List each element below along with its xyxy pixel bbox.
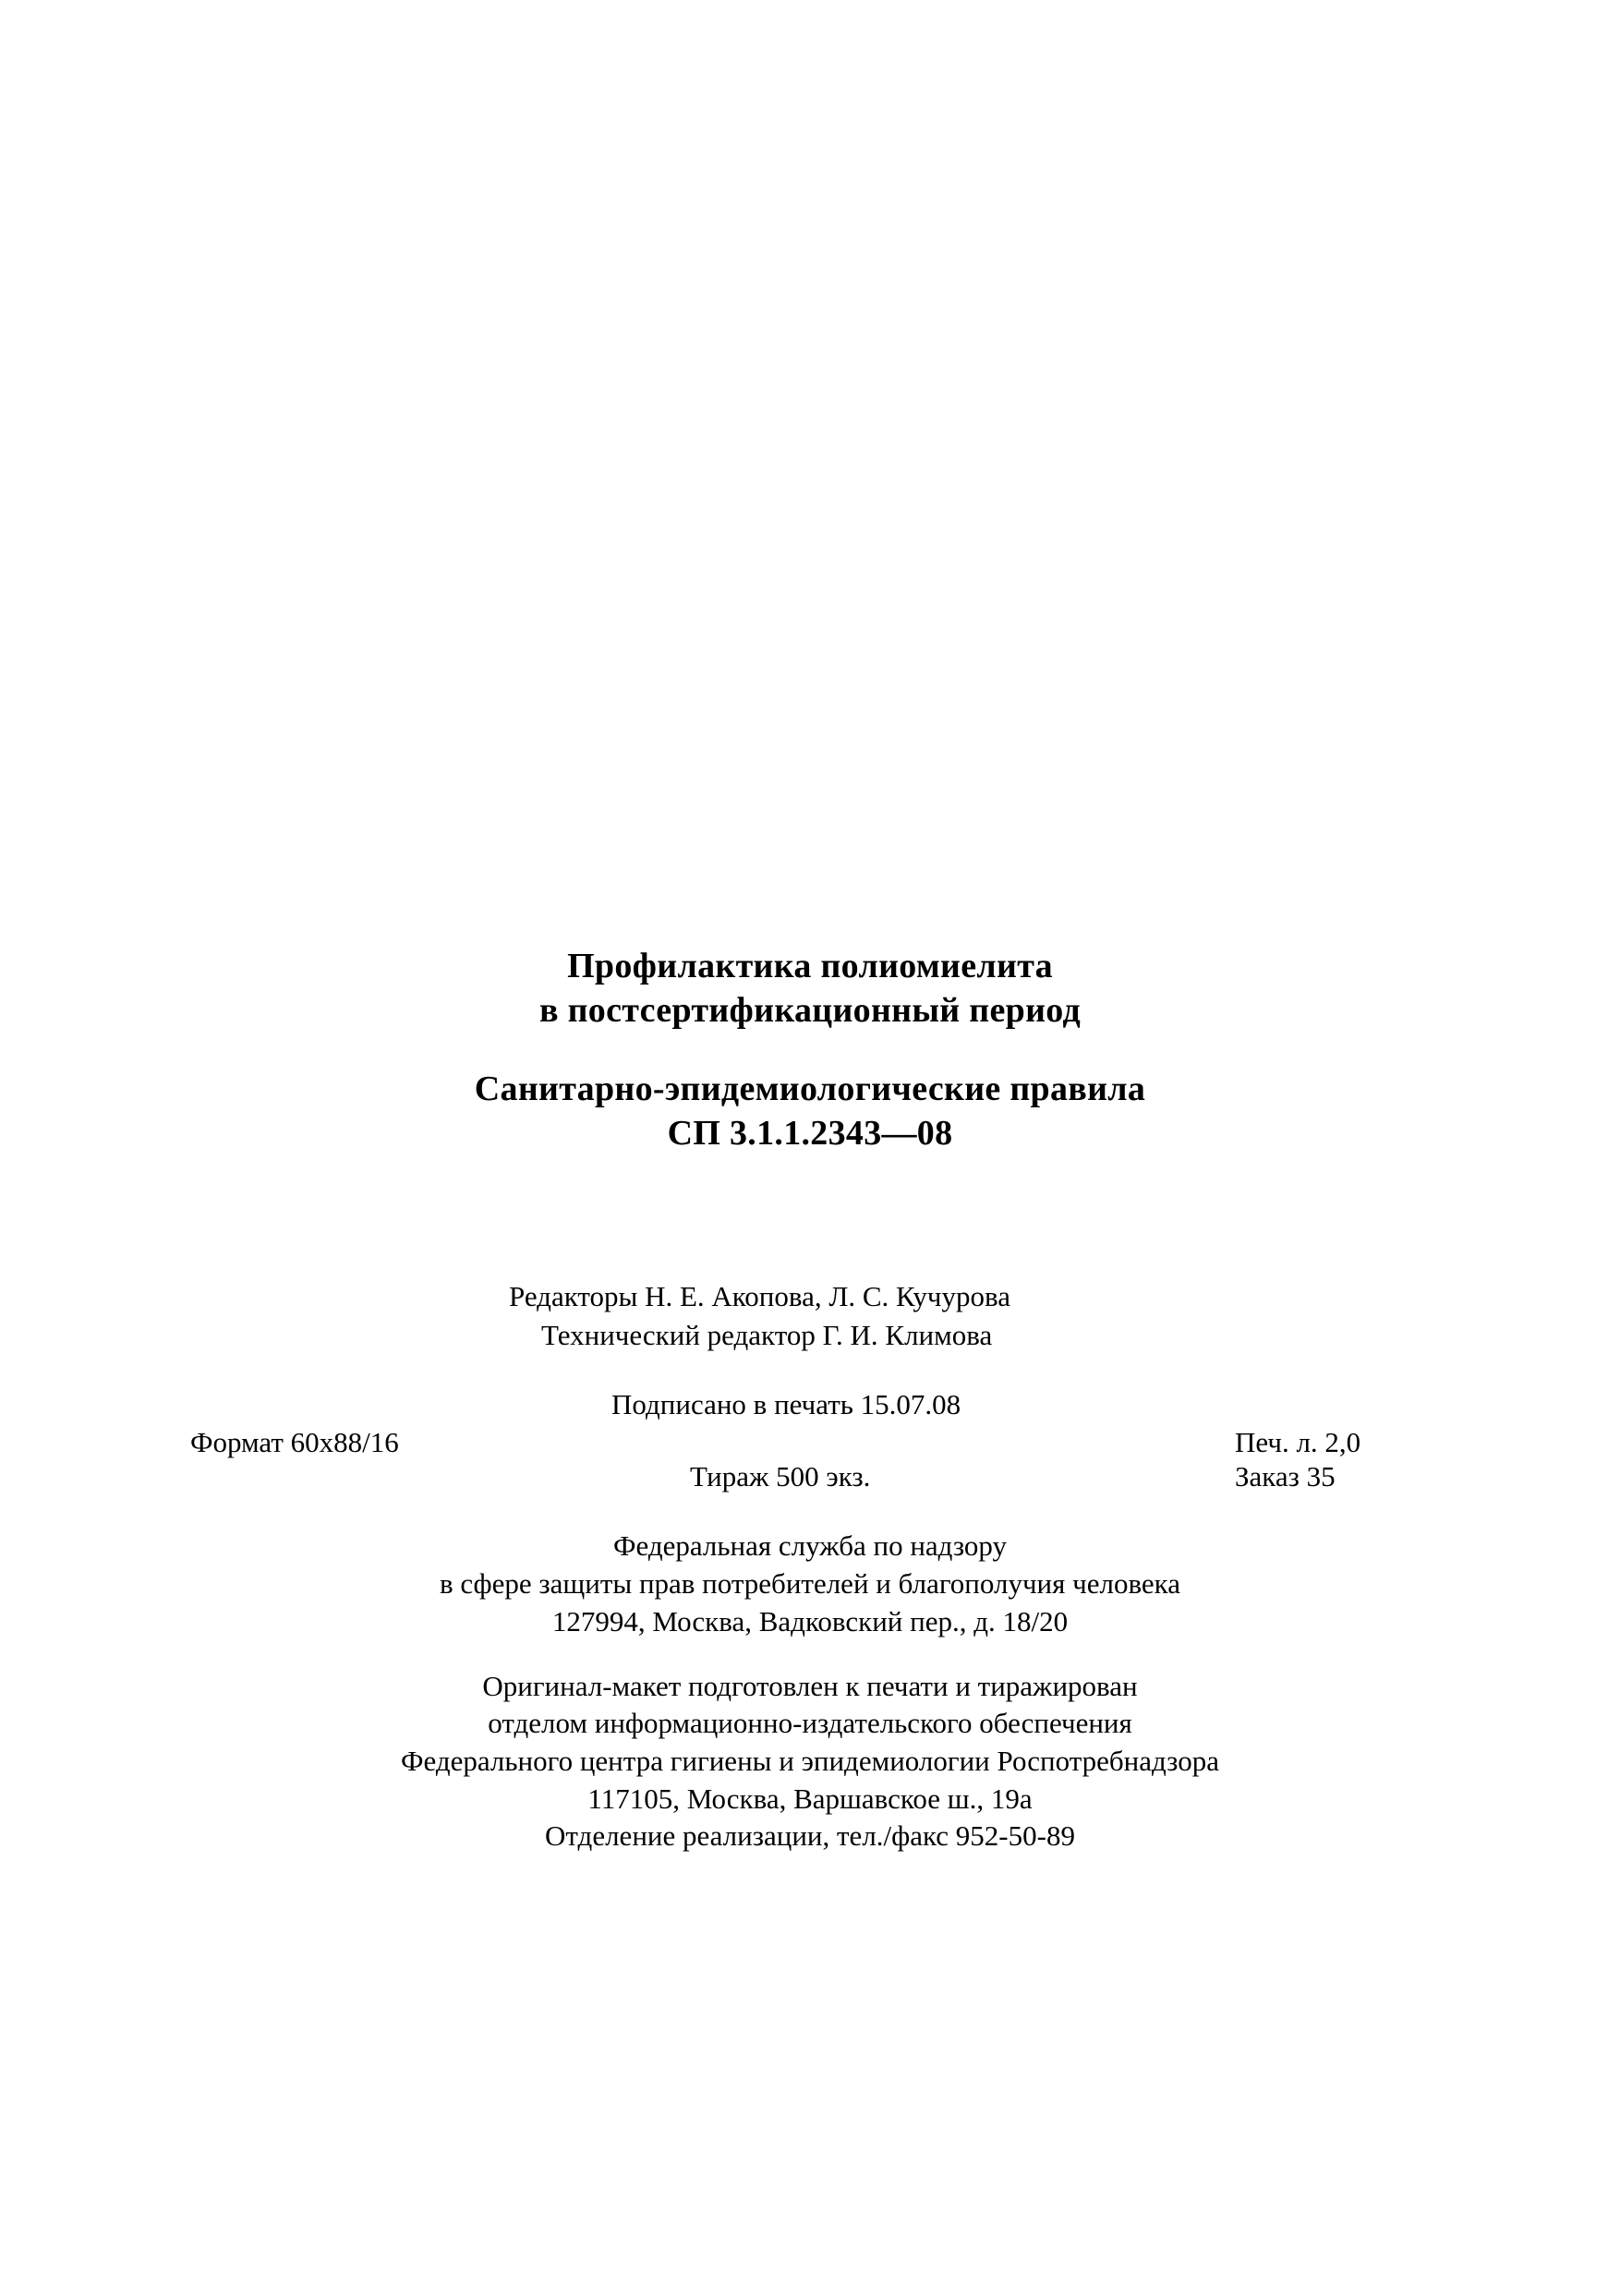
- sales-contact: Отделение реализации, тел./факс 952-50-89: [545, 1819, 1075, 1852]
- publisher-line-1: Федеральная служба по надзору: [613, 1529, 1007, 1562]
- printed-sheets: Печ. л. 2,0: [1235, 1426, 1361, 1458]
- producer-address: 117105, Москва, Варшавское ш., 19а: [587, 1782, 1033, 1815]
- producer-line-1: Оригинал-макет подготовлен к печати и тиражирован: [482, 1670, 1138, 1702]
- producer-line-3: Федерального центра гигиены и эпидемиологии Роспотребнадзора: [401, 1745, 1219, 1777]
- document-title-line-1: Профилактика полиомиелита: [567, 947, 1053, 985]
- publisher-line-2: в сфере защиты прав потребителей и благополучия человека: [439, 1567, 1181, 1600]
- editors-line: Редакторы Н. Е. Акопова, Л. С. Кучурова: [509, 1280, 1010, 1312]
- document-subtitle-line-1: Санитарно-эпидемиологические правила: [474, 1069, 1146, 1108]
- circulation-info: Тираж 500 экз.: [690, 1460, 871, 1492]
- technical-editor-line: Технический редактор Г. И. Климова: [541, 1319, 993, 1351]
- producer-line-2: отделом информационно-издательского обеспечения: [488, 1707, 1132, 1739]
- publisher-address: 127994, Москва, Вадковский пер., д. 18/20: [551, 1605, 1069, 1637]
- signed-for-print: Подписано в печать 15.07.08: [611, 1388, 961, 1420]
- document-code: СП 3.1.1.2343—08: [667, 1114, 953, 1153]
- order-number: Заказ 35: [1235, 1460, 1336, 1492]
- document-title-line-2: в постсертификационный период: [538, 991, 1082, 1030]
- format-info: Формат 60x88/16: [190, 1426, 399, 1458]
